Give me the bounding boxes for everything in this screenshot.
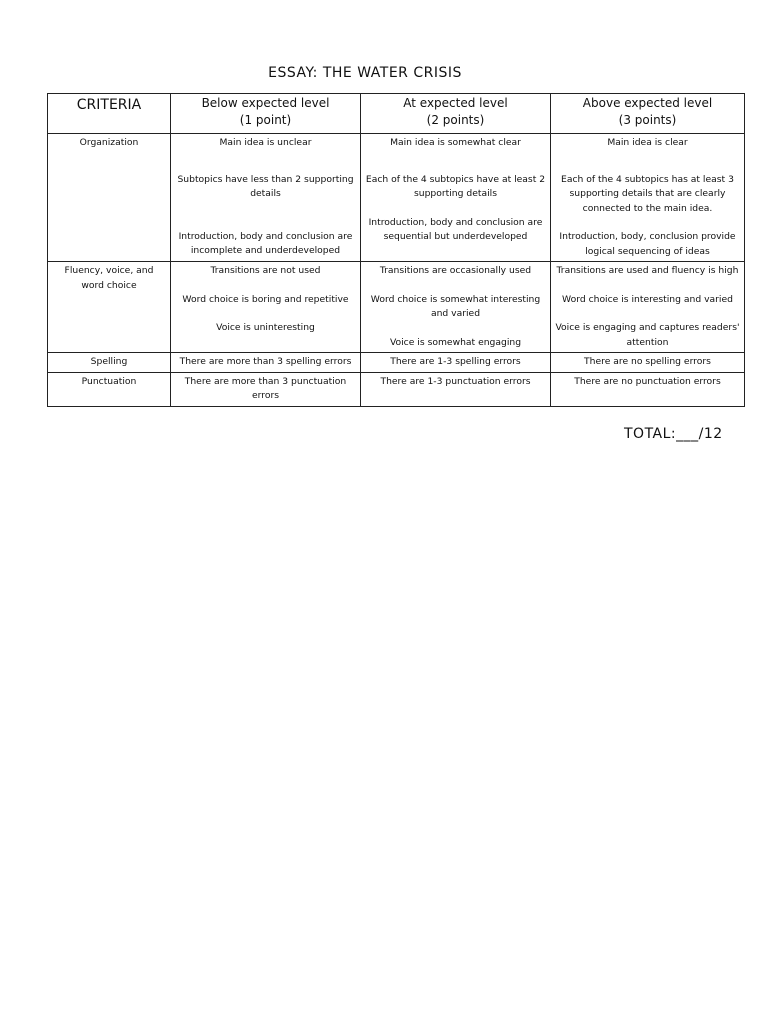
at-level-points: (2 points) (426, 113, 485, 127)
cell-text: There are 1-3 punctuation errors (380, 375, 531, 387)
below-level-label: Below expected level (201, 96, 330, 110)
cell-text: Introduction, body, conclusion provide logical sequencing of ideas (559, 231, 736, 257)
at-cell (361, 353, 551, 373)
table-row-punctuation (48, 372, 745, 406)
at-level-header (361, 94, 551, 134)
below-cell (171, 134, 361, 262)
cell-text: Main idea is unclear (219, 137, 312, 148)
table-row-fluency (48, 262, 745, 353)
below-level-header (171, 94, 361, 134)
cell-text: Transitions are used and fluency is high (556, 265, 739, 276)
document-title: ESSAY: THE WATER CRISIS (268, 65, 462, 81)
cell-text: Word choice is boring and repetitive (182, 293, 349, 305)
cell-text: Voice is engaging and captures readers' attention (555, 322, 740, 348)
cell-text: There are 1-3 spelling errors (390, 356, 521, 367)
at-cell (361, 134, 551, 262)
below-cell (171, 372, 361, 406)
cell-text: Word choice is somewhat interesting and varied (370, 293, 541, 319)
cell-text: Each of the 4 subtopics have at least 2 supporting details (365, 173, 546, 199)
above-cell (551, 353, 745, 373)
below-cell (171, 262, 361, 353)
cell-text: Subtopics have less than 2 supporting details (177, 173, 354, 199)
cell-text: There are no punctuation errors (574, 375, 721, 387)
cell-text: There are more than 3 punctuation errors (184, 375, 347, 401)
above-level-label: Above expected level (582, 96, 713, 110)
criterion-cell: Organization (48, 134, 171, 262)
cell-text: Introduction, body and conclusion are incomplete and underdeveloped (178, 230, 353, 256)
cell-text: Each of the 4 subtopics has at least 3 supporting details that are clearly connected to the main idea. (561, 173, 734, 214)
criteria-header: CRITERIA (48, 94, 171, 134)
cell-text: There are no spelling errors (584, 356, 711, 367)
table-row-organization (48, 134, 745, 262)
header-row (48, 94, 745, 134)
below-cell (171, 353, 361, 373)
cell-text: Voice is uninteresting (216, 322, 315, 333)
criterion-cell: Punctuation (48, 372, 171, 406)
cell-text: Word choice is interesting and varied (562, 293, 733, 305)
cell-text: Voice is somewhat engaging (389, 336, 522, 348)
at-cell (361, 372, 551, 406)
cell-text: Introduction, body and conclusion are sequential but underdeveloped (368, 216, 543, 242)
cell-text: Main idea is somewhat clear (390, 137, 521, 148)
cell-text: Transitions are occasionally used (379, 265, 532, 276)
rubric-table (47, 93, 745, 407)
at-cell (361, 262, 551, 353)
above-cell (551, 262, 745, 353)
below-level-points: (1 point) (239, 113, 292, 127)
above-cell (551, 372, 745, 406)
above-level-header (551, 94, 745, 134)
criterion-cell: Spelling (48, 353, 171, 373)
cell-text: Main idea is clear (607, 137, 688, 148)
at-level-label: At expected level (403, 96, 508, 110)
above-level-points: (3 points) (618, 113, 677, 127)
cell-text: There are more than 3 spelling errors (179, 356, 352, 367)
total-score: TOTAL:___/12 (624, 426, 723, 442)
criterion-cell: Fluency, voice, and word choice (48, 262, 171, 353)
above-cell (551, 134, 745, 262)
cell-text: Transitions are not used (210, 265, 321, 276)
table-row-spelling (48, 353, 745, 373)
